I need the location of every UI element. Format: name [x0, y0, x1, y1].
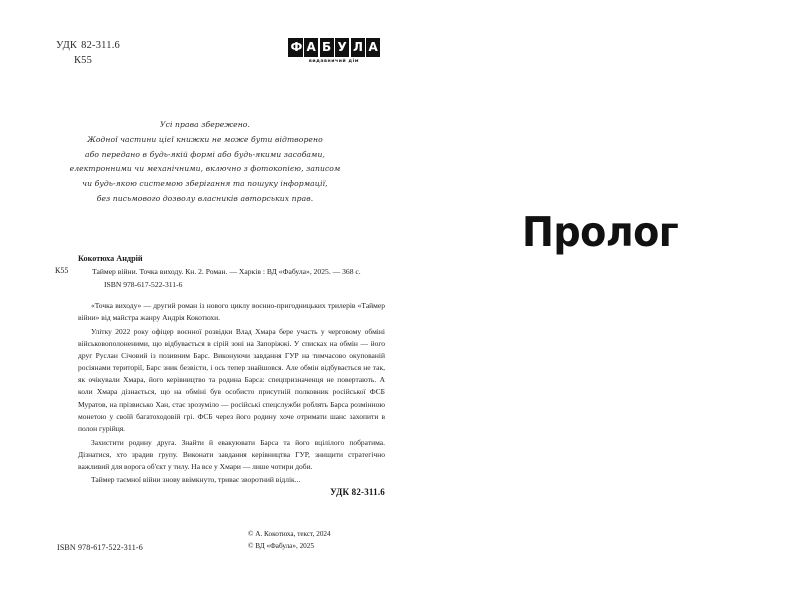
publisher-logo-subtitle: видавничий дім	[308, 58, 360, 64]
udk-line	[56, 38, 120, 53]
logo-letter-3: Б	[320, 38, 334, 57]
annotation-paragraph: Улітку 2022 року офіцер воєнної розвідки Влад Хмара бере участь у черговому обміні військовополоненими, що відбувається в сірій зоні на Запоріжжі. У списках на обмін — його друг Руслан Січовий із позивним Барс. Виконуючи завдання ГУР на тимчасово окупованій росіянами території, Барс зник безвісти, і ось тепер знайшовся. Але обмін відбувається не так, як очікували Хмара, його керівництво та родина Барса: спецпризначенця не повертають. А коли Хмара дізнається, що на обміні був особисто присутній полковник російської ФСБ Муратов, на прізвисько Хан, стає зрозуміло — російські спецслужби роблять Барса розмінною монетою у своїй багатоходовій грі. ФСБ через його родину хоче отримати шанс захопити в полон гурійця.	[78, 326, 385, 433]
biblio-body	[78, 253, 385, 290]
bibliographic-description	[55, 253, 385, 290]
annotation-paragraph: Захистити родину друга. Знайти й евакуювати Барса та його вцілілого побратима. Дізнатися, хто зрадив групу. Виконати завдання керівництва ГУР, знищити стратегічно важливий для ворога об'єкт у тилу. На все у Хмари — лише чотири доби.	[78, 437, 385, 471]
udk-code: 82-311.6	[81, 40, 120, 51]
rights-line: чи будь-якою системою зберігання та пошуку інформації,	[82, 179, 328, 189]
copyright-block	[248, 528, 331, 552]
logo-letter-4: У	[335, 38, 349, 57]
biblio-entry: Таймер війни. Точка виходу. Кн. 2. Роман. — Харків : ВД «Фабула», 2025. — 368 с.	[92, 267, 361, 277]
annotation-paragraph: «Точка виходу» — другий роман із нового циклу воєнно-пригодницьких трилерів «Таймер війни» від майстра жанру Андрія Кокотюхи.	[78, 301, 385, 323]
publisher-logo-letters	[288, 38, 380, 57]
annotation-paragraph: Таймер таємної війни знову ввімкнуто, триває зворотний відлік...	[91, 475, 301, 485]
rights-notice	[60, 118, 350, 207]
right-page-prologue	[400, 0, 800, 615]
logo-letter-2: А	[304, 38, 318, 57]
rights-line: або передано в будь-якій формі або будь-якими засобами,	[85, 149, 325, 159]
biblio-isbn: ISBN 978-617-522-311-6	[104, 279, 183, 289]
logo-letter-1: Ф	[288, 38, 303, 57]
rights-line: без письмового дозволу власників авторських прав.	[96, 193, 314, 203]
biblio-classmark: К55	[55, 266, 69, 275]
copyright-line: © ВД «Фабула», 2025	[248, 542, 314, 551]
publisher-logo	[288, 38, 380, 64]
rights-line: Усі права збережено.	[160, 120, 250, 129]
udk-classmark: К55	[73, 55, 93, 67]
udk-label: УДК	[56, 40, 78, 51]
copyright-line: © А. Кокотюха, текст, 2024	[248, 530, 331, 538]
rights-line: електронними чи механічними, включно з фотокопією, записом	[69, 164, 341, 174]
udk-bottom: УДК 82-311.6	[330, 487, 385, 497]
footer-isbn: ISBN 978-617-522-311-6	[57, 543, 143, 552]
rights-line: Жодної частини цієї книжки не може бути відтворено	[87, 134, 323, 144]
logo-letter-6: А	[366, 38, 380, 57]
udk-block	[56, 38, 120, 68]
annotation-text	[78, 300, 385, 487]
biblio-author: Кокотюха Андрій	[78, 254, 143, 263]
prologue-heading: Пролог	[522, 208, 679, 256]
logo-letter-5: Л	[351, 38, 365, 57]
